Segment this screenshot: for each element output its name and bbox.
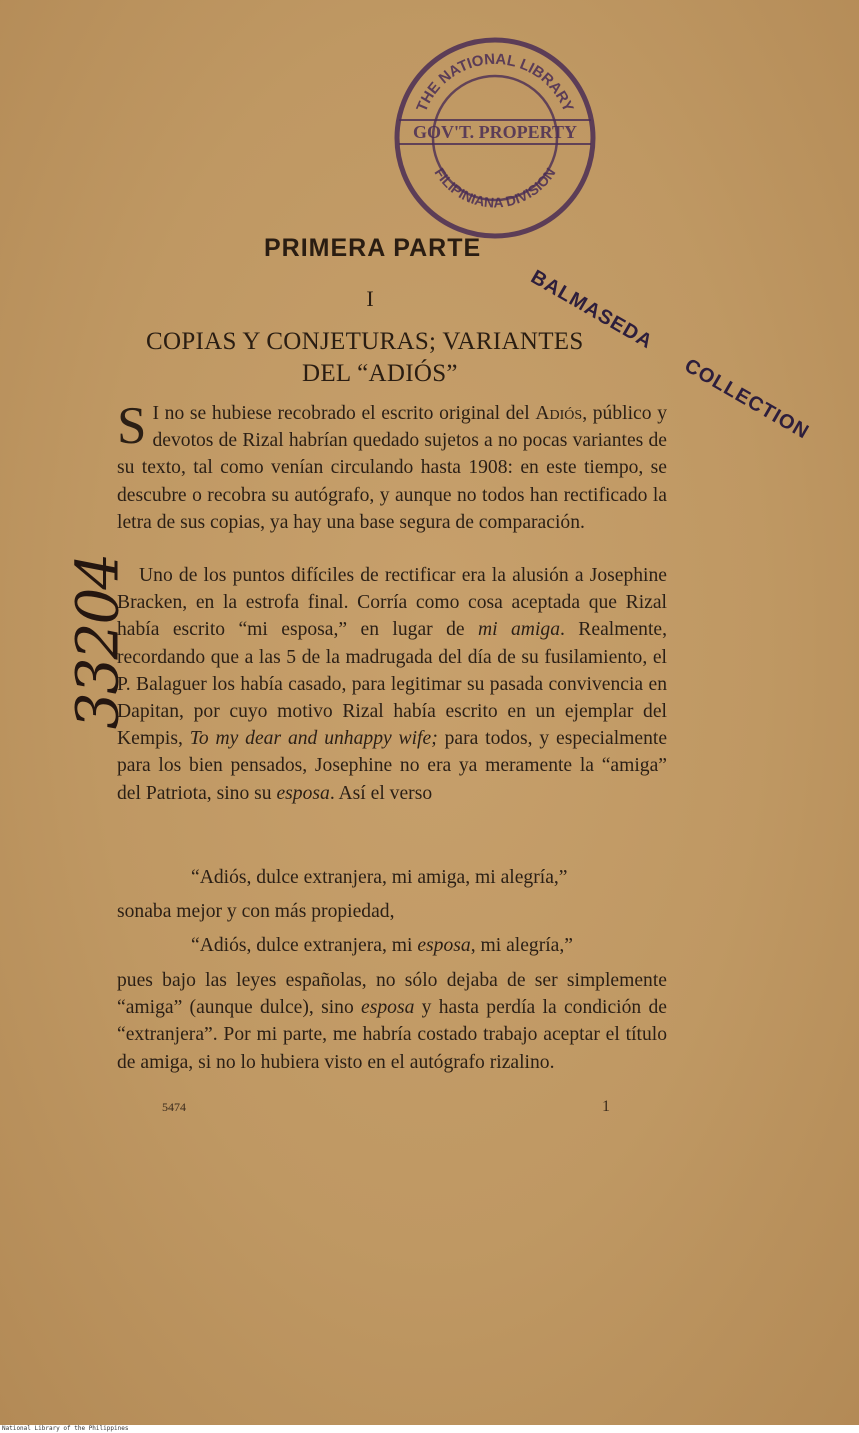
chapter-numeral: I	[366, 286, 374, 311]
signature-code: 5474	[162, 1100, 186, 1114]
drop-cap: S	[117, 397, 147, 455]
svg-text:FILIPINIANA DIVISION	[432, 165, 559, 211]
p2-esposa: esposa	[276, 782, 330, 804]
p2-text-b: . Realmente, recordando que a las 5 de la madrugada del día de su fusilamiento, el P. Balaguer los había casado, para legitimar su pasada convivencia en Dapitan, por cuyo motivo Rizal había escrito en un ejemplar del Kempis,	[117, 619, 667, 750]
library-stamp	[393, 36, 597, 240]
p3-esposa: esposa	[361, 997, 415, 1019]
part-title: PRIMERA PARTE	[264, 234, 482, 262]
verse-2-a: “Adiós, dulce extranjera, mi	[191, 935, 418, 956]
stamp-word-2: COLLECTION	[680, 354, 813, 444]
p3-text-a: pues bajo las leyes españolas, no sólo dejaba de ser simplemente “amiga” (aunque dulce), sino	[117, 970, 667, 1019]
chapter-title-line-2: DEL “ADIÓS”	[302, 360, 458, 387]
p2-text-a: Uno de los puntos difíciles de rectificar era la alusión a Josephine Bracken, en la estrofa final. Corría como cosa aceptada que Rizal había escrito “mi esposa,” en lugar de	[117, 565, 667, 641]
p2-mi-amiga: mi amiga	[478, 619, 560, 641]
handwritten-accession-number: 33204	[63, 554, 132, 730]
stamp-top-text: THE NATIONAL LIBRARY	[413, 50, 577, 115]
p1-text-a: I no se hubiese recobrado el escrito original del	[152, 403, 536, 424]
page-number: 1	[602, 1098, 610, 1115]
p3-text-b: y hasta perdía la condición de “extranjera”. Por mi parte, me habría costado trabajo aceptar el título de amiga, si no lo hubiera visto en el autógrafo rizalino.	[117, 997, 667, 1073]
verse-2-esposa: esposa	[417, 935, 471, 956]
line-between-verses: sonaba mejor y con más propiedad,	[117, 901, 395, 922]
p1-adios: Adiós	[535, 403, 583, 424]
stamp-center-text: GOV'T. PROPERTY	[412, 122, 578, 142]
p2-text-d: . Así el verso	[329, 782, 433, 804]
paragraph-1	[117, 397, 667, 536]
scan-footer-strip	[0, 1425, 859, 1433]
chapter-title-line-1: COPIAS Y CONJETURAS; VARIANTES	[146, 328, 584, 355]
verse-2	[191, 932, 573, 959]
p2-text-c: para todos, y especialmente para los bien pensados, Josephine no era ya meramente la “amiga” del Patriota, sino su	[117, 728, 668, 804]
verse-2-b: , mi alegría,”	[470, 935, 573, 956]
verse-1: “Adiós, dulce extranjera, mi amiga, mi alegría,”	[191, 867, 568, 888]
stamp-bottom-text: FILIPINIANA DIVISION	[431, 164, 559, 211]
paragraph-3	[117, 967, 667, 1076]
scan-credit: National Library of the Philippines	[2, 1425, 129, 1432]
p1-text-b: , público y devotos de Rizal habrían quedado sujetos a no pocas variantes de su texto, tal como venían circulando hasta 1908: en este tiempo, se descubre o recobra su autógrafo, y aunque no todos han rectificado la letra de sus copias, ya hay una base segura de comparación.	[117, 403, 667, 533]
paragraph-2	[117, 562, 667, 807]
stamp-word-1: BALMASEDA	[527, 266, 657, 354]
p2-kempis-inscription: To my dear and unhappy wife;	[189, 728, 438, 750]
